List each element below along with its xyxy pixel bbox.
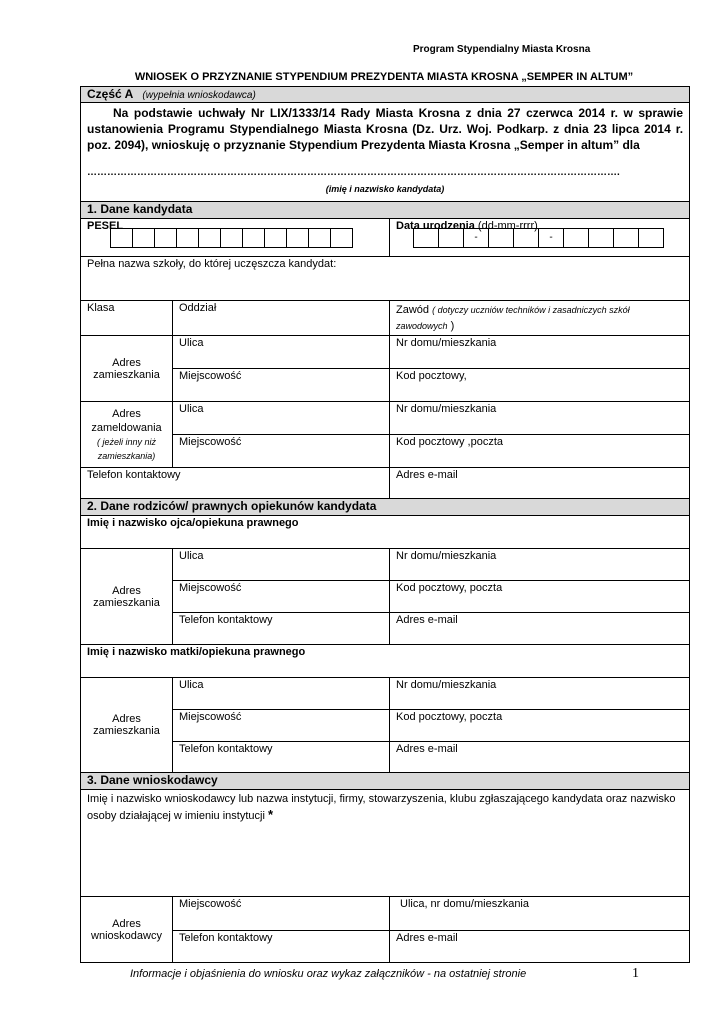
father-ulica-cell[interactable] (173, 549, 390, 581)
miejscowosc2-label: Miejscowość (179, 436, 242, 448)
section-2-title: 2. Dane rodziców/ prawnych opiekunów kandydata (81, 499, 690, 516)
pesel-boxes (110, 228, 353, 248)
telefon-label: Telefon kontaktowy (87, 469, 181, 481)
school-cell[interactable] (81, 257, 690, 301)
adres-zamieszkania-label: Adres zamieszkania (81, 336, 173, 402)
mother-nr-domu-cell[interactable] (390, 678, 690, 710)
oddzial-label: Oddział (179, 302, 217, 314)
nr-domu2-label: Nr domu/mieszkania (396, 403, 497, 415)
father-ulica-label: Ulica (179, 550, 204, 562)
section-3-title: 3. Dane wnioskodawcy (81, 773, 690, 790)
father-nr-domu-label: Nr domu/mieszkania (396, 550, 497, 562)
father-miejscowosc-cell[interactable] (173, 581, 390, 613)
miejscowosc-label: Miejscowość (179, 370, 242, 382)
mother-telefon-cell[interactable] (173, 742, 390, 773)
father-telefon-cell[interactable] (173, 613, 390, 645)
pesel-digit-box[interactable] (243, 228, 265, 248)
date-digit-box[interactable] (414, 228, 439, 248)
father-miejscowosc-label: Miejscowość (179, 582, 242, 594)
klasa-label: Klasa (87, 302, 115, 314)
kod-cell[interactable] (390, 369, 690, 402)
kod2-cell[interactable] (390, 435, 690, 468)
date-separator: - (539, 228, 564, 248)
applicant-ulica-label: Ulica, nr domu/mieszkania (400, 898, 529, 910)
part-a-label: Część A (87, 87, 134, 101)
zawod-cell[interactable] (390, 301, 690, 336)
pesel-digit-box[interactable] (133, 228, 155, 248)
mother-kod-cell[interactable] (390, 710, 690, 742)
father-email-cell[interactable] (390, 613, 690, 645)
applicant-telefon-label: Telefon kontaktowy (179, 932, 273, 944)
oddzial-cell[interactable] (173, 301, 390, 336)
mother-name-cell[interactable] (81, 645, 690, 678)
pesel-digit-box[interactable] (155, 228, 177, 248)
date-digit-box[interactable] (639, 228, 664, 248)
miejscowosc-cell[interactable] (173, 369, 390, 402)
father-kod-label: Kod pocztowy, poczta (396, 582, 503, 594)
ulica-cell[interactable] (173, 336, 390, 369)
pesel-digit-box[interactable] (199, 228, 221, 248)
school-label: Pełna nazwa szkoły, do której uczęszcza kandydat: (87, 258, 337, 270)
date-digit-box[interactable] (564, 228, 589, 248)
ulica2-label: Ulica (179, 403, 204, 415)
birth-date-label: Data urodzenia (396, 220, 475, 232)
father-nr-domu-cell[interactable] (390, 549, 690, 581)
zawod-label: Zawód (396, 304, 430, 316)
father-name-label: Imię i nazwisko ojca/opiekuna prawnego (87, 517, 299, 529)
document-title: WNIOSEK O PRZYZNANIE STYPENDIUM PREZYDENTA MIASTA KROSNA „SEMPER IN ALTUM” (134, 71, 634, 83)
pesel-digit-box[interactable] (287, 228, 309, 248)
father-adres-label: Adres zamieszkania (81, 549, 173, 645)
mother-adres-label: Adres zamieszkania (81, 678, 173, 773)
kod2-label: Kod pocztowy ,poczta (396, 436, 504, 448)
zawod-note: ( dotyczy uczniów techników i zasadniczych szkół zawodowych (396, 305, 630, 331)
birth-date-boxes (413, 228, 664, 248)
pesel-digit-box[interactable] (177, 228, 199, 248)
father-name-cell[interactable] (81, 516, 690, 549)
applicant-telefon-cell[interactable] (173, 931, 390, 963)
pesel-digit-box[interactable] (111, 228, 133, 248)
ulica2-cell[interactable] (173, 402, 390, 435)
applicant-star: * (267, 807, 274, 822)
pesel-digit-box[interactable] (221, 228, 243, 248)
mother-kod-label: Kod pocztowy, poczta (396, 711, 503, 723)
pesel-label: PESEL (87, 220, 124, 232)
telefon-cell[interactable] (81, 468, 390, 499)
applicant-desc: Imię i nazwisko wnioskodawcy lub nazwa instytucji, firmy, stowarzyszenia, klubu zgłaszającego kandydata oraz nazwisko osoby działającej w imieniu instytucji (87, 793, 676, 822)
mother-miejscowosc-cell[interactable] (173, 710, 390, 742)
mother-telefon-label: Telefon kontaktowy (179, 743, 273, 755)
zameldowania-note: ( jeżeli inny niż zamieszkania) (96, 436, 157, 461)
mother-email-cell[interactable] (390, 742, 690, 773)
nr-domu-label: Nr domu/mieszkania (396, 337, 497, 349)
intro-text: Na podstawie uchwały Nr LIX/1333/14 Rady Miasta Krosna z dnia 27 czerwca 2014 r. w sprawie ustanowienia Programu Stypendialnego Miasta Krosna (Dz. Urz. Woj. Podkarp. z dnia 23 lipca 2014 r. poz. 2094), wnioskuję o przyznanie Stypendium Prezydenta Miasta Krosna „Semper in altum” dla (87, 106, 684, 152)
date-separator: - (464, 228, 489, 248)
father-email-label: Adres e-mail (396, 614, 458, 626)
candidate-name-line[interactable]: ……………………………………………………………………………………………………………………………………………. (87, 167, 620, 178)
nr-domu-cell[interactable] (390, 336, 690, 369)
footer-note: Informacje i objaśnienia do wniosku oraz wykaz załączników - na ostatniej stronie (130, 968, 527, 980)
adres-zameldowania-label: Adres zameldowania (91, 407, 162, 434)
date-digit-box[interactable] (589, 228, 614, 248)
adres-zameldowania-cell (81, 402, 173, 468)
applicant-adres-label: Adres wnioskodawcy (81, 897, 173, 963)
applicant-miejscowosc-cell[interactable] (173, 897, 390, 931)
application-form (80, 86, 690, 963)
pesel-digit-box[interactable] (265, 228, 287, 248)
date-digit-box[interactable] (489, 228, 514, 248)
email-label: Adres e-mail (396, 469, 458, 481)
candidate-name-hint: (imię i nazwisko kandydata) (325, 184, 445, 194)
father-telefon-label: Telefon kontaktowy (179, 614, 273, 626)
date-digit-box[interactable] (614, 228, 639, 248)
klasa-cell[interactable] (81, 301, 173, 336)
ulica-label: Ulica (179, 337, 204, 349)
email-cell[interactable] (390, 468, 690, 499)
mother-miejscowosc-label: Miejscowość (179, 711, 242, 723)
date-digit-box[interactable] (439, 228, 464, 248)
program-header: Program Stypendialny Miasta Krosna (413, 44, 591, 55)
applicant-name-cell[interactable] (81, 790, 690, 897)
section-1-title: 1. Dane kandydata (81, 202, 690, 219)
date-digit-box[interactable] (514, 228, 539, 248)
kod-label: Kod pocztowy, (396, 370, 467, 382)
pesel-digit-box[interactable] (331, 228, 353, 248)
miejscowosc2-cell[interactable] (173, 435, 390, 468)
applicant-email-label: Adres e-mail (396, 932, 458, 944)
birth-date-format: (dd-mm-rrrr) (477, 220, 538, 232)
mother-nr-domu-label: Nr domu/mieszkania (396, 679, 497, 691)
mother-ulica-cell[interactable] (173, 678, 390, 710)
mother-name-label: Imię i nazwisko matki/opiekuna prawnego (87, 646, 306, 658)
mother-email-label: Adres e-mail (396, 743, 458, 755)
page-number: 1 (632, 966, 639, 981)
part-a-header (81, 87, 690, 103)
applicant-ulica-cell[interactable] (390, 897, 690, 931)
nr-domu2-cell[interactable] (390, 402, 690, 435)
intro-cell (81, 103, 690, 202)
pesel-digit-box[interactable] (309, 228, 331, 248)
applicant-miejscowosc-label: Miejscowość (179, 898, 242, 910)
father-kod-cell[interactable] (390, 581, 690, 613)
zawod-close: ) (450, 320, 455, 332)
applicant-email-cell[interactable] (390, 931, 690, 963)
part-a-sublabel: (wypełnia wnioskodawca) (142, 90, 256, 101)
mother-ulica-label: Ulica (179, 679, 204, 691)
